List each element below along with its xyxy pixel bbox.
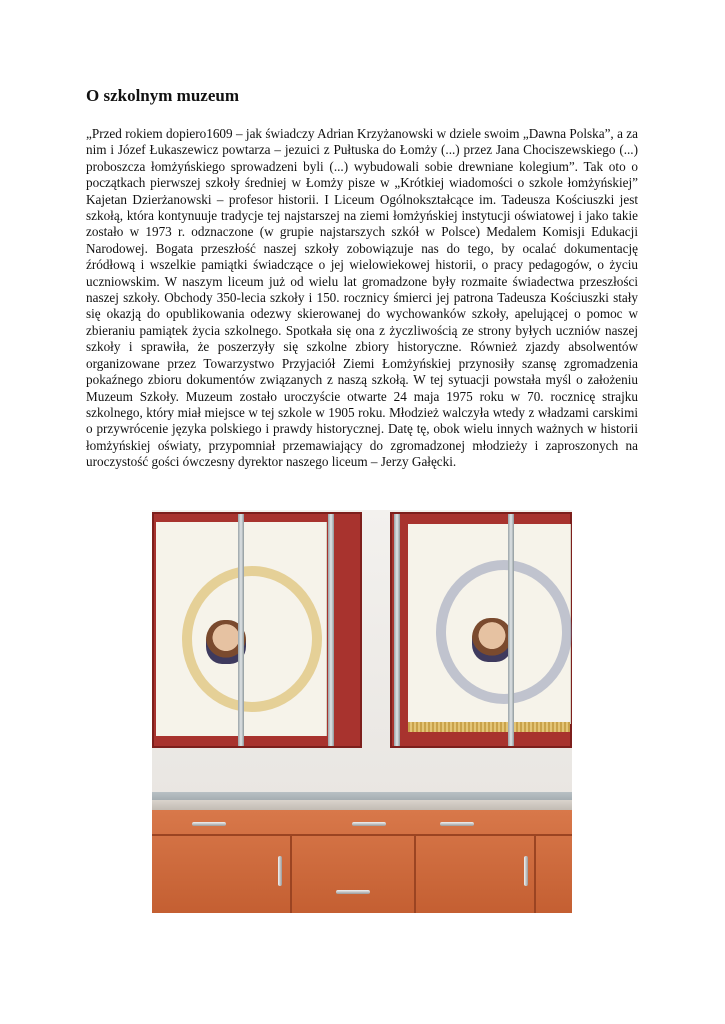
glass-divider <box>328 514 334 746</box>
wooden-cabinet <box>152 810 572 913</box>
museum-photo <box>152 510 572 913</box>
page-title: O szkolnym muzeum <box>86 86 239 105</box>
school-banner-right <box>408 524 571 724</box>
glass-divider <box>508 514 514 746</box>
door-handle <box>278 856 282 886</box>
drawer-seam <box>152 834 572 836</box>
door-seam <box>290 836 292 913</box>
door-seam <box>414 836 416 913</box>
drawer-handle <box>336 890 370 894</box>
glass-divider <box>238 514 244 746</box>
drawer-handle <box>352 822 386 826</box>
glass-divider <box>394 514 400 746</box>
banner-display-case-right <box>390 512 572 748</box>
banner-display-case-left <box>152 512 362 748</box>
drawer-handle <box>440 822 474 826</box>
body-paragraph: „Przed rokiem dopiero1609 – jak świadczy Adrian Krzyżanowski w dziele swoim „Dawna Polska”, a za nim i Józef Łukaszewicz powtarza – jezuici z Pułtuska do Łomży (...) przez Jana Chociszewskiego (...) proboszcza łomżyńskiego sprowadzeni byli (...) wybudowali sobie drewniane kolegium”. Tak oto o początkach pierwszej szkoły średniej w Łomży pisze w „Krótkiej wiadomości o szkole łomżyńskiej” Kajetan Dzierżanowski – profesor historii. I Liceum Ogólnokształcące im. Tadeusza Kościuszki jest szkołą, która kontynuuje tradycje tej najstarszej na ziemi łomżyńskiej instytucji oświatowej i jako takie zostało w 1973 r. odznaczone (w grupie najstarszych szkół w Polsce) Medalem Komisji Edukacji Narodowej. Bogata przeszłość naszej szkoły zobowiązuje nas do tego, by ocalać dokumentację źródłową i wszelkie pamiątki świadczące o jej wielowiekowej historii, o pracy pedagogów, o życiu uczniowskim. W naszym liceum już od wielu lat gromadzone były rozmaite świadectwa przeszłości naszej szkoły. Obchody 350-lecia szkoły i 150. rocznicy śmierci jej patrona Tadeusza Kościuszki stały się okazją do opublikowania odezwy skierowanej do wychowanków szkoły, apelującej o pomoc w zbieraniu pamiątek życia szkolnego. Spotkała się ona z życzliwością ze strony byłych uczniów naszej szkoły i sprawiła, że poszerzyły się szkolne zbiory historyczne. Również zjazdy absolwentów organizowane przez Towarzystwo Przyjaciół Ziemi Łomżyńskiej przynosiły szansę zgromadzenia pokaźnego zbioru dokumentów związanych z naszą szkołą. W tej sytuacji powstała myśl o założeniu Muzeum Szkoły. Muzeum zostało uroczyście otwarte 24 maja 1975 roku w 70. rocznicę strajku szkolnego, który miał miejsce w tej szkole w 1905 roku. Młodzież walczyła wtedy z władzami carskimi o przywrócenie języka polskiego i prawdy historycznej. Datę tę, obok wielu innych ważnych w historii łomżyńskiej oświaty, przypomniał przemawiający do zgromadzonej młodzieży i zaproszonych na uroczystość gości ówczesny dyrektor naszego liceum – Jerzy Gałęcki. <box>86 126 638 470</box>
drawer-handle <box>192 822 226 826</box>
banner-ring-left <box>182 566 322 712</box>
door-handle <box>524 856 528 886</box>
banner-fringe <box>408 722 570 732</box>
kosciuszko-portrait-right <box>472 618 512 662</box>
door-seam <box>534 836 536 913</box>
